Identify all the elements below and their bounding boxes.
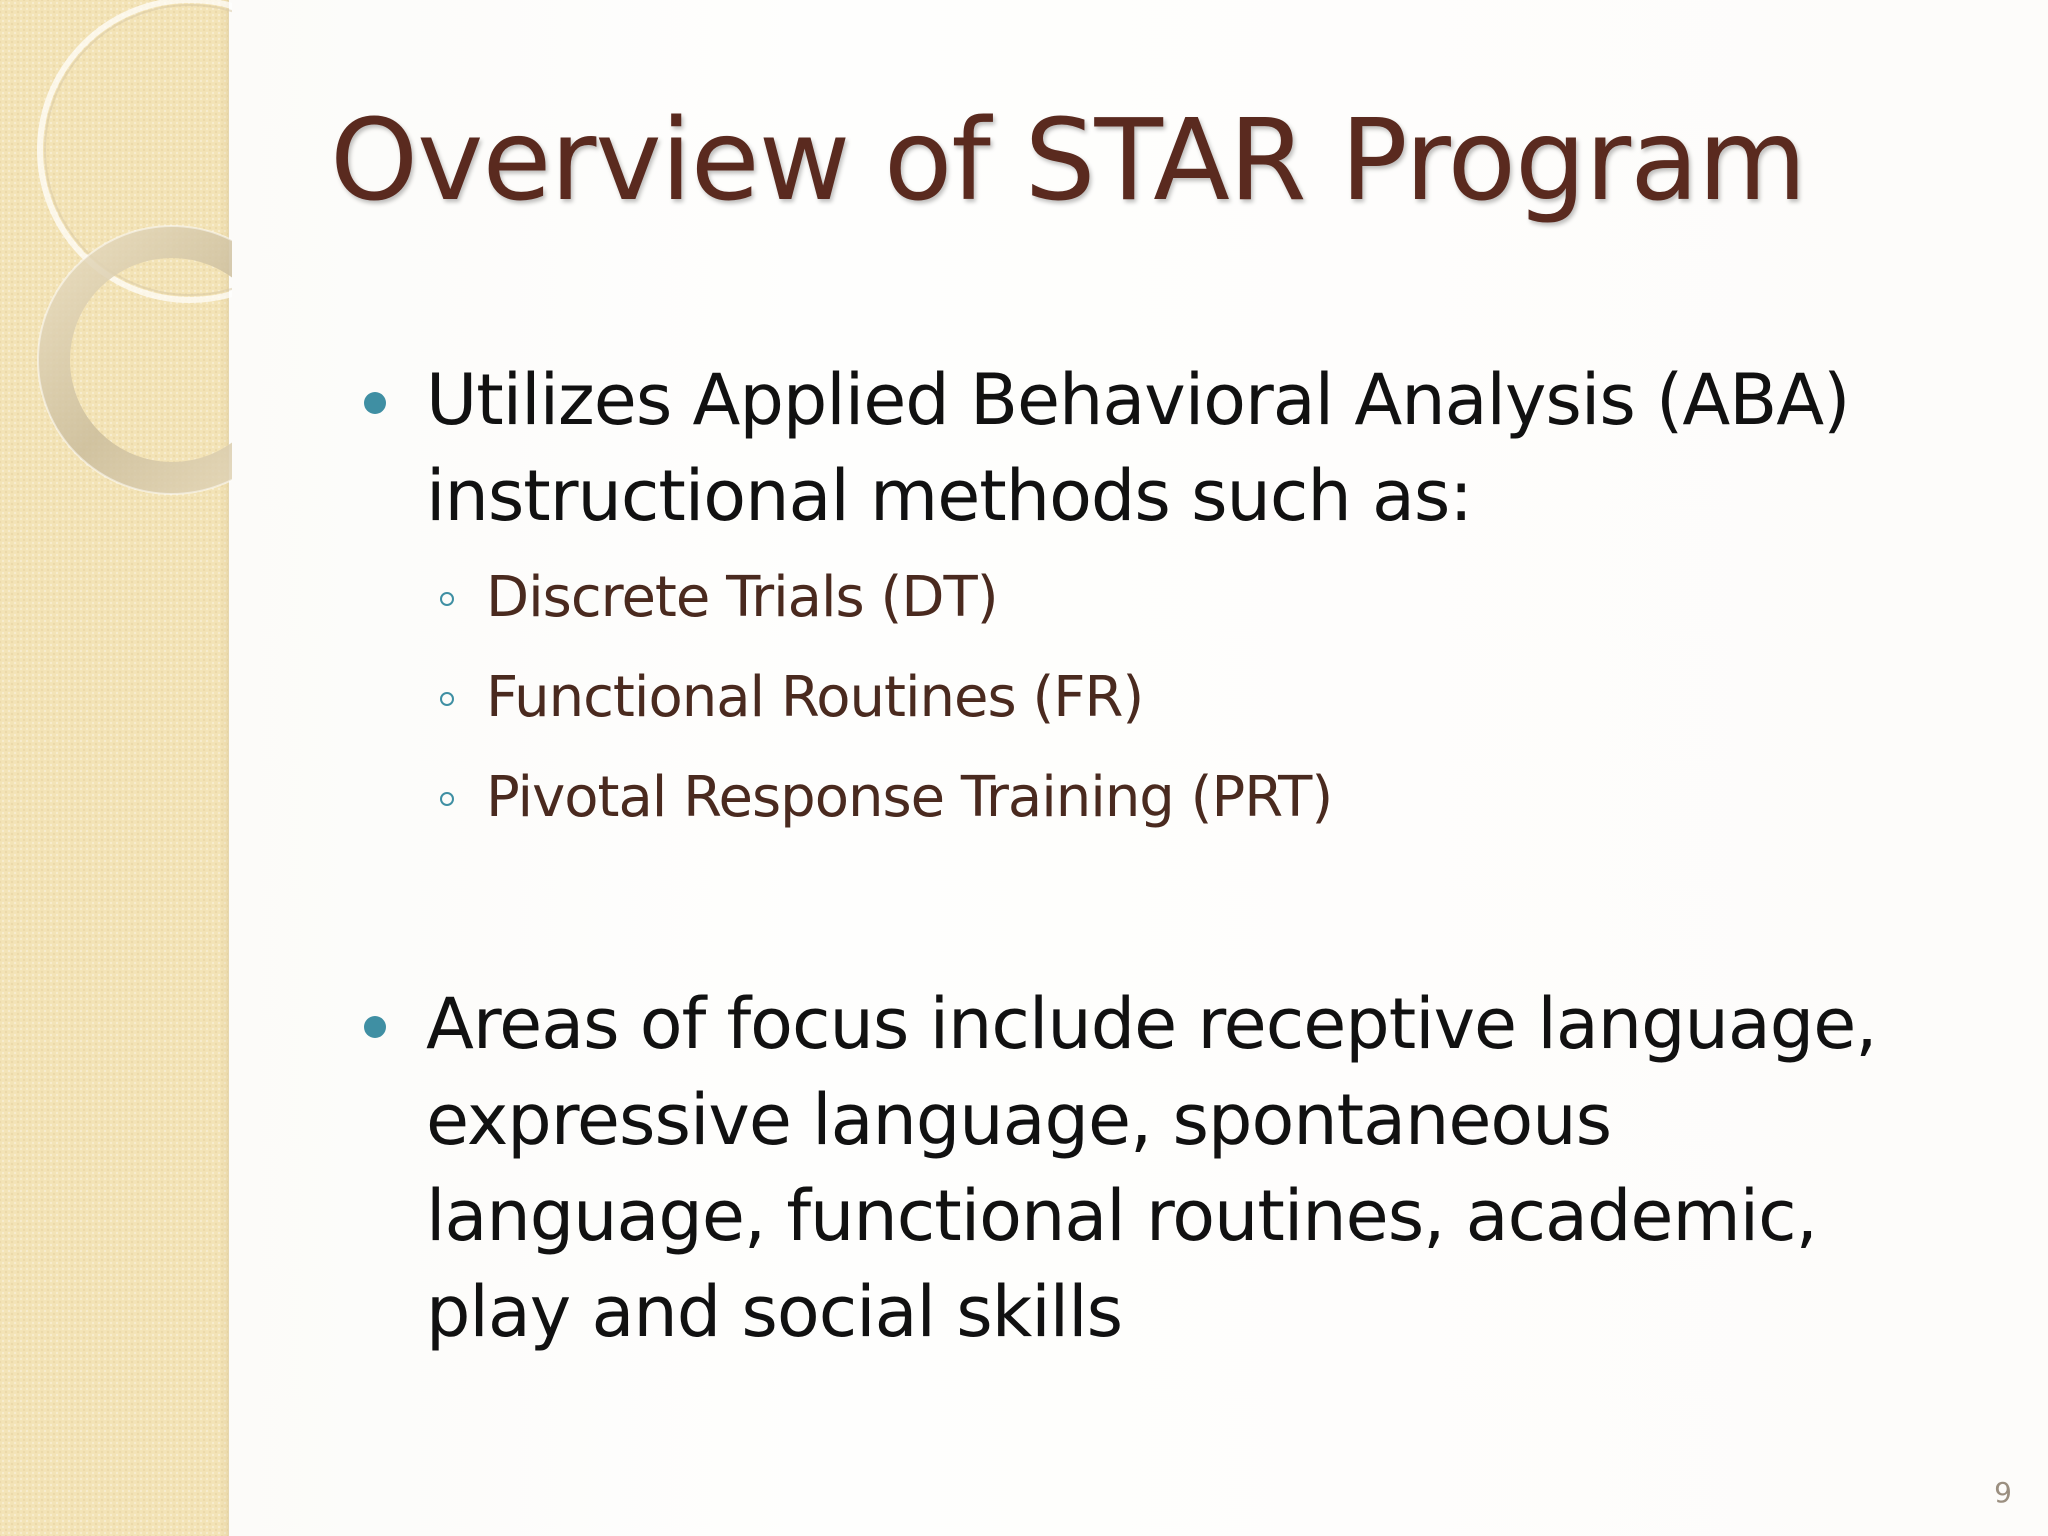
bullet-dot-icon [364, 1016, 386, 1038]
sub-item-text: Functional Routines (FR) [486, 665, 1144, 730]
decorative-rings-icon [0, 0, 232, 520]
sub-list-item [360, 748, 1920, 848]
sub-list-item [360, 548, 1920, 648]
page-number: 9 [1994, 1476, 2012, 1509]
list-item [360, 352, 1920, 544]
sub-bullet-ring-icon [440, 792, 454, 806]
sub-bullet-ring-icon [440, 692, 454, 706]
list-item [360, 976, 1920, 1360]
sub-bullet-ring-icon [440, 592, 454, 606]
sub-item-text: Pivotal Response Training (PRT) [486, 765, 1333, 830]
bullet-text: Areas of focus include receptive language, expressive language, spontaneous language, functional routines, academic, play and social skills [426, 983, 1877, 1353]
sub-item-text: Discrete Trials (DT) [486, 565, 998, 630]
page-title: Overview of STAR Program [330, 96, 1806, 226]
bullet-text: Utilizes Applied Behavioral Analysis (ABA) instructional methods such as: [426, 359, 1850, 537]
sub-list-item [360, 648, 1920, 748]
bullet-list [360, 352, 1920, 1360]
sub-list [360, 548, 1920, 848]
bullet-dot-icon [364, 392, 386, 414]
